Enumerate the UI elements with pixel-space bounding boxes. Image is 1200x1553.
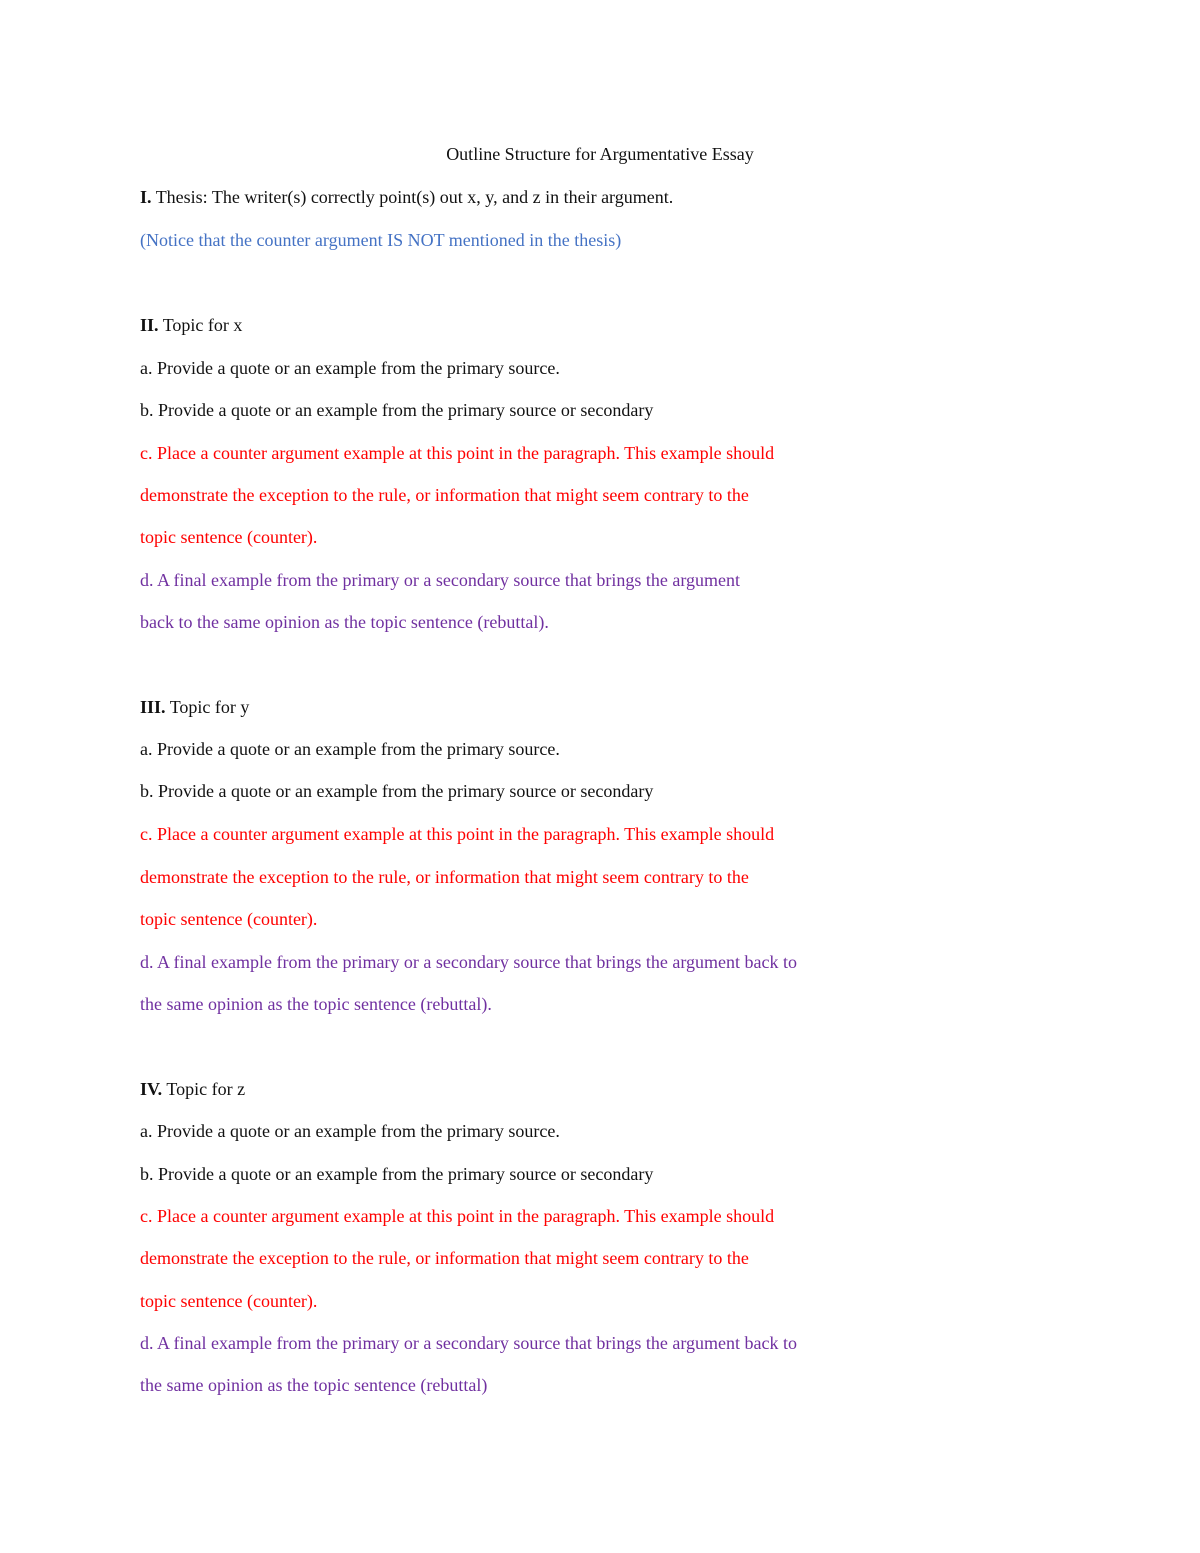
point-a: a. Provide a quote or an example from the primary source. [140, 1121, 560, 1141]
counter-line: topic sentence (counter). [140, 909, 318, 929]
section-heading-text: Topic for x [158, 315, 243, 335]
counter-line: c. Place a counter argument example at this point in the paragraph. This example should [140, 824, 775, 844]
counter-line: c. Place a counter argument example at this point in the paragraph. This example should [140, 443, 775, 463]
counter-line: demonstrate the exception to the rule, or information that might seem contrary to the [140, 485, 749, 505]
counter-line: c. Place a counter argument example at this point in the paragraph. This example should [140, 1206, 775, 1226]
point-a: a. Provide a quote or an example from the primary source. [140, 739, 560, 759]
point-b: b. Provide a quote or an example from the primary source or secondary [140, 781, 654, 801]
rebuttal-line: back to the same opinion as the topic sentence (rebuttal). [140, 612, 549, 632]
counter-line: demonstrate the exception to the rule, or information that might seem contrary to the [140, 867, 749, 887]
rebuttal-line: the same opinion as the topic sentence (rebuttal) [140, 1375, 488, 1395]
thesis-text: Thesis: The writer(s) correctly point(s) out x, y, and z in their argument. [151, 187, 674, 207]
thesis-line [140, 185, 673, 209]
point-b: b. Provide a quote or an example from the primary source or secondary [140, 400, 654, 420]
point-a: a. Provide a quote or an example from the primary source. [140, 358, 560, 378]
counter-line: topic sentence (counter). [140, 1291, 318, 1311]
section-heading-x [140, 313, 242, 337]
section-numeral: III. [140, 697, 166, 717]
section-heading-z [140, 1077, 245, 1101]
thesis-note: (Notice that the counter argument IS NOT mentioned in the thesis) [140, 230, 622, 250]
counter-line: demonstrate the exception to the rule, or information that might seem contrary to the [140, 1248, 749, 1268]
counter-line: topic sentence (counter). [140, 527, 318, 547]
rebuttal-line: d. A final example from the primary or a secondary source that brings the argument back to [140, 952, 797, 972]
thesis-numeral: I. [140, 187, 152, 207]
rebuttal-line: d. A final example from the primary or a secondary source that brings the argument [140, 570, 740, 590]
rebuttal-line: d. A final example from the primary or a secondary source that brings the argument back to [140, 1333, 797, 1353]
rebuttal-line: the same opinion as the topic sentence (rebuttal). [140, 994, 492, 1014]
section-heading-y [140, 695, 249, 719]
section-heading-text: Topic for z [162, 1079, 246, 1099]
section-numeral: IV. [140, 1079, 163, 1099]
page-title: Outline Structure for Argumentative Essay [446, 144, 754, 164]
point-b: b. Provide a quote or an example from the primary source or secondary [140, 1164, 654, 1184]
section-heading-text: Topic for y [165, 697, 250, 717]
section-numeral: II. [140, 315, 159, 335]
